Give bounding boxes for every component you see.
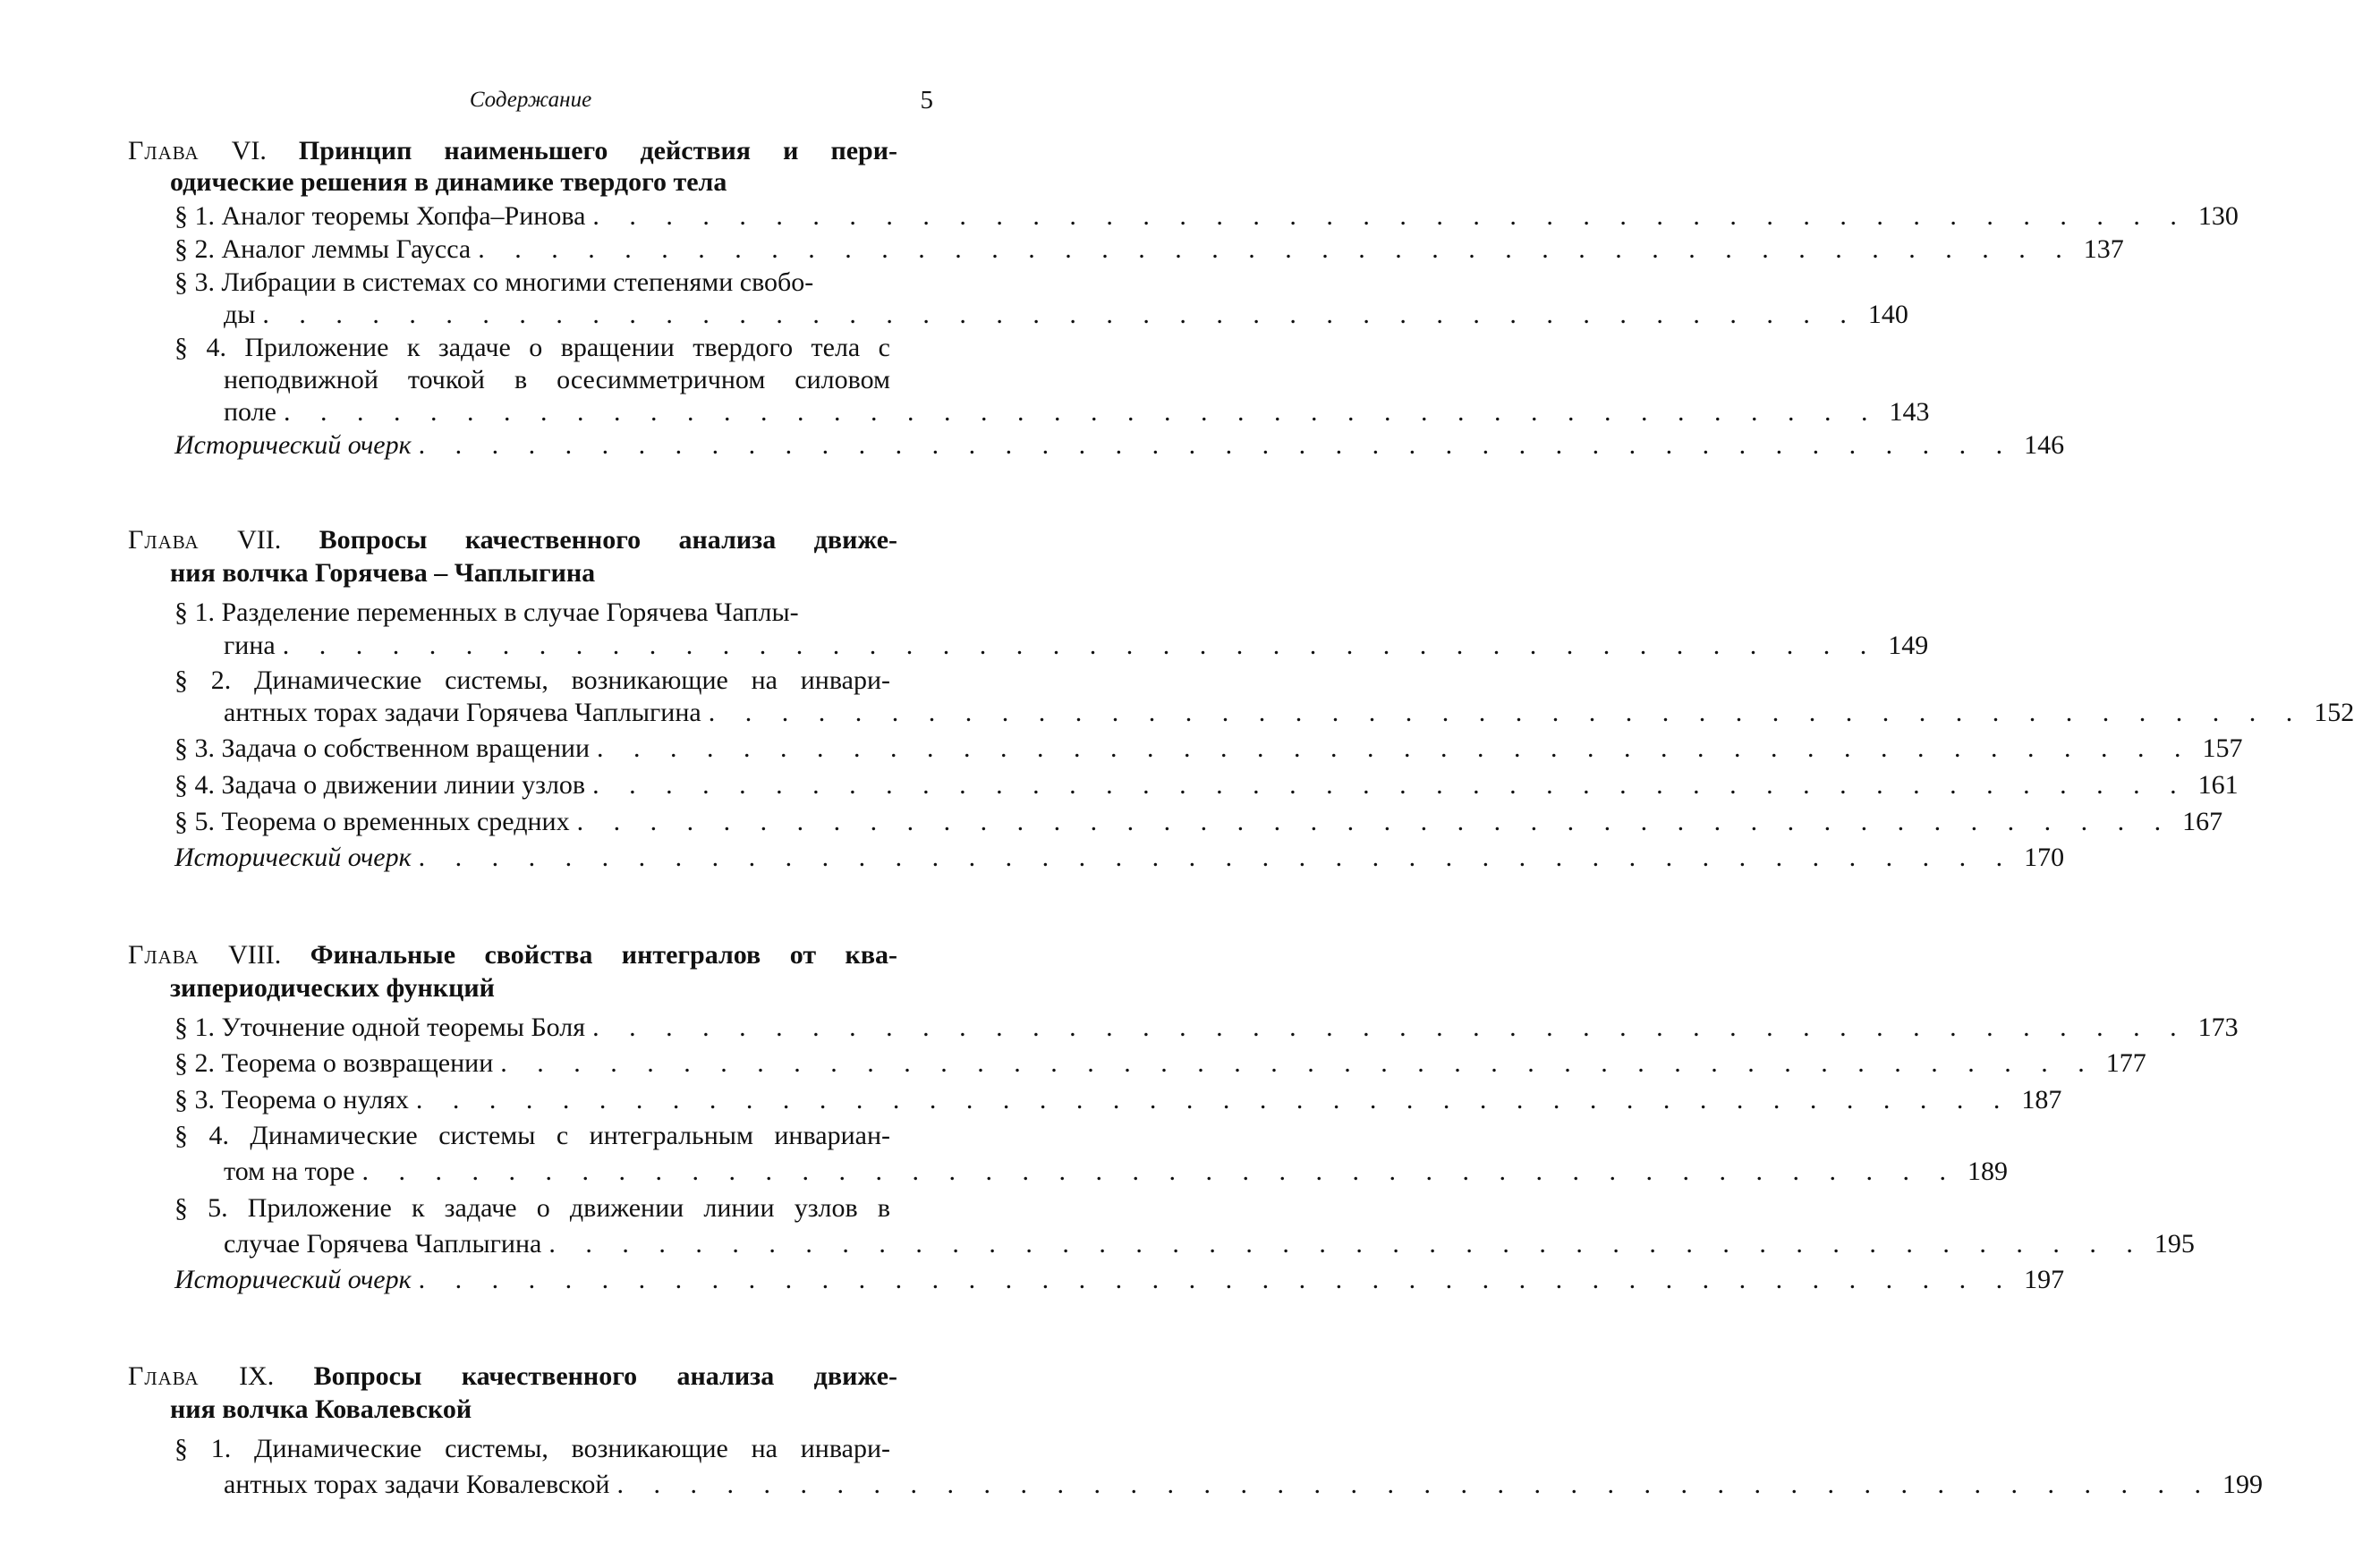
entry-text: Исторический очерк [174,843,412,872]
entry-page-number: 157 [2202,733,2243,763]
chapter-number: VIII. [228,940,282,970]
dot-leader: . . . . . . . . . . . . . . . . . . . . . . . . . . . . . . . . . . . . . . . . . . . . [576,807,2173,836]
entry-page-number: 167 [2182,807,2223,836]
chapter-title-continuation: зипериодических функций [170,973,495,1003]
toc-entry-first-line: § 1. Разделение переменных в случае Горячева Чаплы- [174,598,799,627]
toc-entry[interactable] [224,394,1930,430]
entry-text: антных торах задачи Ковалевской [224,1470,610,1499]
entry-text: гина [224,631,276,660]
entry-page-number: 187 [2021,1085,2062,1115]
toc-entry[interactable] [174,1009,2239,1046]
toc-entry[interactable] [174,1081,2062,1118]
toc-entry[interactable] [224,627,1929,664]
toc-entry-historical[interactable] [174,427,2065,463]
dot-leader: . . . . . . . . . . . . . . . . . . . . . . . . . . . . . . . . . . . . . . . . . . . . [500,1048,2096,1078]
entry-text: ды [224,300,256,329]
toc-entry[interactable] [224,1225,2195,1262]
toc-entry-historical[interactable] [174,839,2065,876]
entry-text: § 3. Задача о собственном вращении [174,733,591,763]
entry-text: поле [224,397,276,427]
entry-text: § 1. Уточнение одной теоремы Боля [174,1013,586,1042]
chapter-heading [128,1358,897,1394]
entry-page-number: 149 [1888,631,1929,660]
dot-leader: . . . . . . . . . . . . . . . . . . . . . . . . . . . . . . . . . . . . . . . . . . . . [597,733,2193,763]
entry-page-number: 173 [2197,1013,2239,1042]
entry-page-number: 177 [2105,1048,2146,1078]
entry-page-number: 189 [1967,1157,2009,1186]
chapter-number: VI. [231,136,267,165]
entry-text: Исторический очерк [174,1265,412,1294]
entry-text: антных торах задачи Горячева Чаплыгина [224,698,701,727]
chapter-title: Вопросы качественного анализа движе- [313,1361,898,1391]
toc-entry-first-line: § 4. Приложение к задаче о вращении твердого тела с [174,333,890,362]
dot-leader: . . . . . . . . . . . . . . . . . . . . . . . . . . . . . . . . . . . . . . . . . . . . [616,1470,2213,1499]
toc-entry-first-line: § 3. Либрации в системах со многими степенями свобо- [174,267,814,297]
entry-page-number: 195 [2154,1229,2195,1259]
entry-text: том на торе [224,1157,355,1186]
running-head [128,82,933,118]
entry-page-number: 197 [2024,1265,2065,1294]
dot-leader: . . . . . . . . . . . . . . . . . . . . . . . . . . . . . . . . . . . . . . . . . . . . [283,397,1880,427]
entry-page-number: 130 [2197,201,2239,231]
dot-leader: . . . . . . . . . . . . . . . . . . . . . . . . . . . . . . . . . . . . . . . . . . . . [418,430,2015,460]
chapter-label: Глава [128,940,200,970]
toc-entry[interactable] [224,1153,2009,1190]
dot-leader: . . . . . . . . . . . . . . . . . . . . . . . . . . . . . . . . . . . . . . . . . . . . [708,698,2305,727]
chapter-heading [128,937,897,973]
toc-entry[interactable] [224,694,2354,731]
entry-page-number: 146 [2024,430,2065,460]
dot-leader: . . . . . . . . . . . . . . . . . . . . . . . . . . . . . . . . . . . . . . . . . . . . [415,1085,2012,1115]
entry-page-number: 143 [1889,397,1930,427]
entry-text: § 5. Теорема о временных средних [174,807,570,836]
chapter-title: Вопросы качественного анализа движе- [319,525,898,555]
entry-page-number: 152 [2314,698,2354,727]
toc-entry[interactable] [174,730,2243,767]
entry-text: § 3. Теорема о нулях [174,1085,409,1115]
entry-page-number: 199 [2222,1470,2263,1499]
dot-leader: . . . . . . . . . . . . . . . . . . . . . . . . . . . . . . . . . . . . . . . . . . . . [361,1157,1959,1186]
chapter-label: Глава [128,1361,200,1391]
chapter-title-continuation: ния волчка Горячева – Чаплыгина [170,558,596,588]
toc-entry-first-line: § 1. Динамические системы, возникающие на инвари- [174,1434,890,1463]
toc-entry[interactable] [174,1045,2146,1081]
dot-leader: . . . . . . . . . . . . . . . . . . . . . . . . . . . . . . . . . . . . . . . . . . . . [282,631,1879,660]
entry-page-number: 161 [2197,770,2239,800]
chapter-label: Глава [128,525,200,555]
chapter-number: VII. [237,525,282,555]
entry-text: § 1. Аналог теоремы Хопфа–Ринова [174,201,586,231]
toc-entry[interactable] [174,803,2223,840]
entry-text: Исторический очерк [174,430,412,460]
dot-leader: . . . . . . . . . . . . . . . . . . . . . . . . . . . . . . . . . . . . . . . . . . . . [592,1013,2188,1042]
chapter-number: IX. [239,1361,275,1391]
chapter-heading [128,521,897,558]
toc-entry-second-line: неподвижной точкой в осесимметричном силовом [224,365,890,394]
entry-text: § 4. Задача о движении линии узлов [174,770,586,800]
toc-entry[interactable] [224,296,1908,333]
entry-text: § 2. Аналог леммы Гаусса [174,234,472,264]
dot-leader: . . . . . . . . . . . . . . . . . . . . . . . . . . . . . . . . . . . . . . . . . . . . [592,201,2188,231]
entry-text: § 2. Теорема о возвращении [174,1048,494,1078]
toc-entry[interactable] [224,1466,2263,1503]
toc-entry[interactable] [174,767,2239,803]
dot-leader: . . . . . . . . . . . . . . . . . . . . . . . . . . . . . . . . . . . . . . . . . . . . [262,300,1858,329]
dot-leader: . . . . . . . . . . . . . . . . . . . . . . . . . . . . . . . . . . . . . . . . . . . . [548,1229,2145,1259]
toc-entry[interactable] [174,198,2239,234]
chapter-title-continuation: одические решения в динамике твердого тела [170,167,727,197]
dot-leader: . . . . . . . . . . . . . . . . . . . . . . . . . . . . . . . . . . . . . . . . . . . . [418,1265,2015,1294]
entry-text: случае Горячева Чаплыгина [224,1229,542,1259]
toc-entry[interactable] [174,231,2124,267]
toc-entry-first-line: § 5. Приложение к задаче о движении линии узлов в [174,1193,890,1223]
chapter-label: Глава [128,136,200,165]
running-head-title: Содержание [469,88,592,112]
toc-entry-first-line: § 4. Динамические системы с интегральным инвариан- [174,1121,890,1150]
chapter-title: Финальные свойства интегралов от ква- [310,940,898,970]
dot-leader: . . . . . . . . . . . . . . . . . . . . . . . . . . . . . . . . . . . . . . . . . . . . [592,770,2188,800]
dot-leader: . . . . . . . . . . . . . . . . . . . . . . . . . . . . . . . . . . . . . . . . . . . . [418,843,2015,872]
toc-entry-historical[interactable] [174,1261,2065,1298]
entry-page-number: 170 [2024,843,2065,872]
page-number: 5 [920,86,933,114]
entry-page-number: 137 [2083,234,2124,264]
entry-page-number: 140 [1867,300,1908,329]
dot-leader: . . . . . . . . . . . . . . . . . . . . . . . . . . . . . . . . . . . . . . . . . . . . [478,234,2074,264]
chapter-title: Принцип наименьшего действия и пери- [298,136,898,165]
toc-entry-first-line: § 2. Динамические системы, возникающие на инвари- [174,665,890,695]
chapter-title-continuation: ния волчка Ковалевской [170,1394,472,1424]
